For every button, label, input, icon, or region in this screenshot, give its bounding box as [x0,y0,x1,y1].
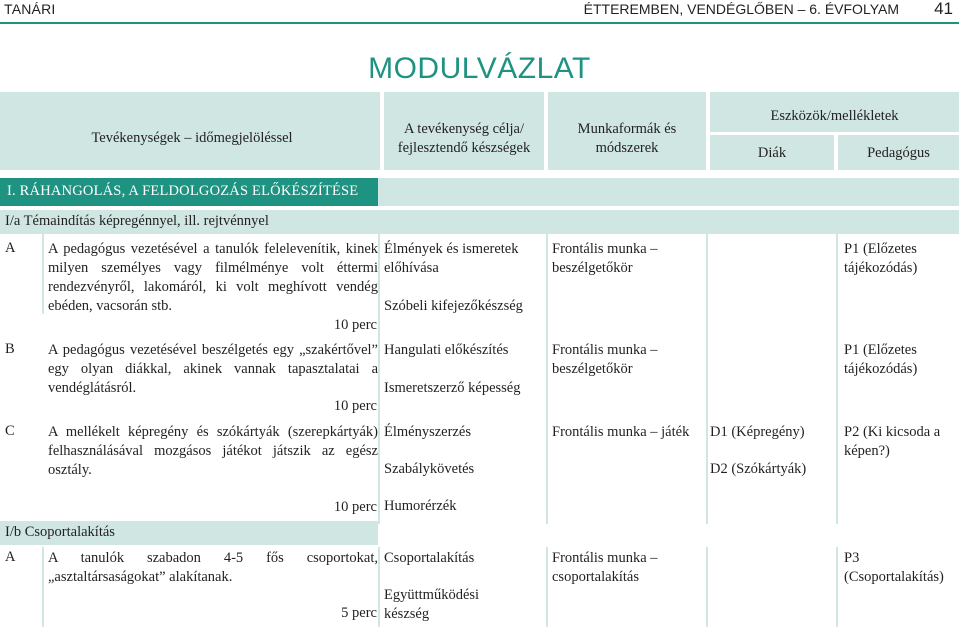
row-method: Frontális munka – beszélgetőkör [552,342,658,377]
running-header [0,0,959,22]
row-goal [384,341,544,398]
row-time: 10 perc [333,398,377,414]
col-teacher: Pedagógus [867,145,930,161]
column-divider [42,234,44,314]
column-divider [378,547,380,627]
col-tools: Eszközök/mellékletek [770,108,899,124]
column-divider [836,547,838,627]
goal-item: Ismeretszerző képesség [384,380,521,396]
col-goal: A tevékenység célja/ fejlesztendő készségek [397,121,531,156]
row-time: 5 perc [341,605,377,621]
row-letter: A [5,549,16,565]
row-student-tool [710,423,834,479]
table-header [0,92,959,170]
page-number: 41 [934,0,953,18]
goal-item: Hangulati előkészítés [384,342,509,358]
subsection-heading: I/a Témaindítás képregénnyel, ill. rejtvénnyel [0,210,959,234]
goal-item: Humorérzék [384,498,457,514]
row-teacher-tool: P1 (Előzetes tájékozódás) [844,342,918,377]
goal-item: Élmények és ismeretek előhívása [384,241,519,276]
row-description: A tanulók szabadon 4-5 fős csoportokat, „asztaltársaságokat” alakítanak. [48,550,378,585]
header-right: ÉTTEREMBEN, VENDÉGLŐBEN – 6. ÉVFOLYAM [583,1,899,17]
section-heading: I. RÁHANGOLÁS, A FELDOLGOZÁS ELŐKÉSZÍTÉSE [0,178,378,206]
column-divider [706,234,708,524]
col-methods: Munkaformák és módszerek [577,121,677,156]
header-rule [0,22,959,24]
goal-item: Együttműködési készség [384,587,480,622]
page-title: MODULVÁZLAT [368,52,591,85]
row-teacher-tool: P1 (Előzetes tájékozódás) [844,241,918,276]
goal-item: Élményszerzés [384,424,471,440]
goal-item: Szabálykövetés [384,461,475,477]
header-divider [834,135,838,170]
goal-item: Szóbeli kifejezőkészség [384,298,523,314]
column-divider [42,547,44,627]
header-divider [544,92,548,170]
row-goal [384,549,544,624]
column-divider [378,234,380,524]
student-tool-item: D2 (Szókártyák) [710,461,807,477]
header-divider [706,92,710,170]
header-divider [380,92,384,170]
row-method: Frontális munka – beszélgetőkör [552,241,658,276]
header-left: TANÁRI [4,1,56,17]
row-letter: B [5,341,15,357]
row-description: A mellékelt képregény és szókártyák (szerepkártyák) felhasználásával mozgásos játékot játszik az egész osztály. [48,424,378,478]
column-divider [546,234,548,524]
row-letter: C [5,423,15,439]
row-method: Frontális munka – játék [552,424,690,440]
row-description: A pedagógus vezetésével a tanulók felelevenítik, kinek milyen személyes vagy filmélménye volt éttermi rendezvényről, lakomáról, ki volt meghívott vendég ebéden, vacsorán stb. [48,241,378,314]
col-activities: Tevékenységek – időmegjelöléssel [91,130,293,146]
row-goal [384,240,544,316]
section-heading-fill [378,178,959,206]
row-teacher-tool: P2 (Ki kicsoda a képen?) [844,424,941,459]
row-method: Frontális munka – csoportalakítás [552,550,658,585]
goal-item: Csoportalakítás [384,550,475,566]
row-description: A pedagógus vezetésével beszélgetés egy „szakértővel” egy olyan diákkal, akinek vannak tapasztalatai a vendéglátásról. [48,342,378,396]
col-student: Diák [757,145,787,161]
row-goal [384,423,544,516]
student-tool-item: D1 (Képregény) [710,424,805,440]
row-time: 10 perc [333,499,377,515]
column-divider [706,547,708,627]
column-divider [836,234,838,524]
row-letter: A [5,240,16,256]
row-teacher-tool: P3 (Csoportalakítás) [844,550,944,585]
subsection-heading: I/b Csoportalakítás [0,521,378,545]
row-time: 10 perc [333,317,377,333]
column-divider [546,547,548,627]
